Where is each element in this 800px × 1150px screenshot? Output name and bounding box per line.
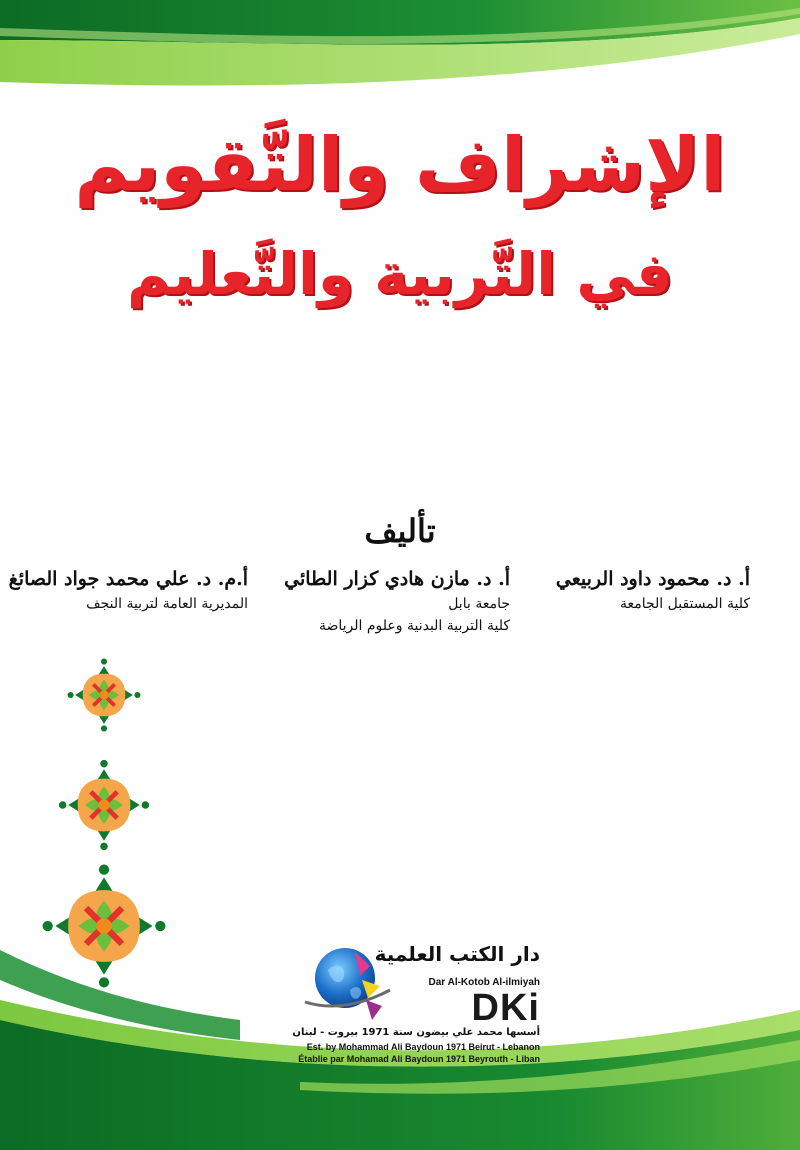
book-title-line1: الإشراف والتَّقويم [74,122,726,208]
author-3 [9,568,248,612]
author-name: أ.م. د. علي محمد جواد الصائغ [8,568,248,590]
book-title-line2: في التَّربية والتَّعليم [126,240,674,308]
publisher-founded-fr: Établie par Mohamad Ali Baydoun 1971 Beyrouth - Liban [298,1054,540,1064]
publisher-latin-name: Dar Al-Kotob Al-ilmiyah [428,977,540,988]
author-affiliation: كلية المستقبل الجامعة [619,596,750,612]
ornament-large-icon [40,862,168,990]
ornament-medium-icon [57,758,151,852]
author-affiliation: المديرية العامة لتربية النجف [86,596,248,612]
authorship-label: تأليف [364,512,436,550]
author-2 [284,568,510,634]
author-affiliation: جامعة بابل [448,596,510,612]
ornament-small-icon [66,657,142,733]
publisher-block [292,930,540,1070]
publisher-logo-text: DKi [471,987,540,1029]
author-affiliation-secondary: كلية التربية البدنية وعلوم الرياضة [318,618,510,634]
publisher-founded-ar: أسسها محمد علي بيضون سنة 1971 بيروت - لبنان [292,1027,540,1038]
publisher-founded-en: Est. by Mohammad Ali Baydoun 1971 Beirut - Lebanon [306,1042,540,1052]
author-name: أ. د. مازن هادي كزار الطائي [284,568,510,590]
author-name: أ. د. محمود داود الربيعي [555,568,750,590]
author-1 [556,568,750,612]
publisher-arabic-name: دار الكتب العلمية [374,942,540,966]
